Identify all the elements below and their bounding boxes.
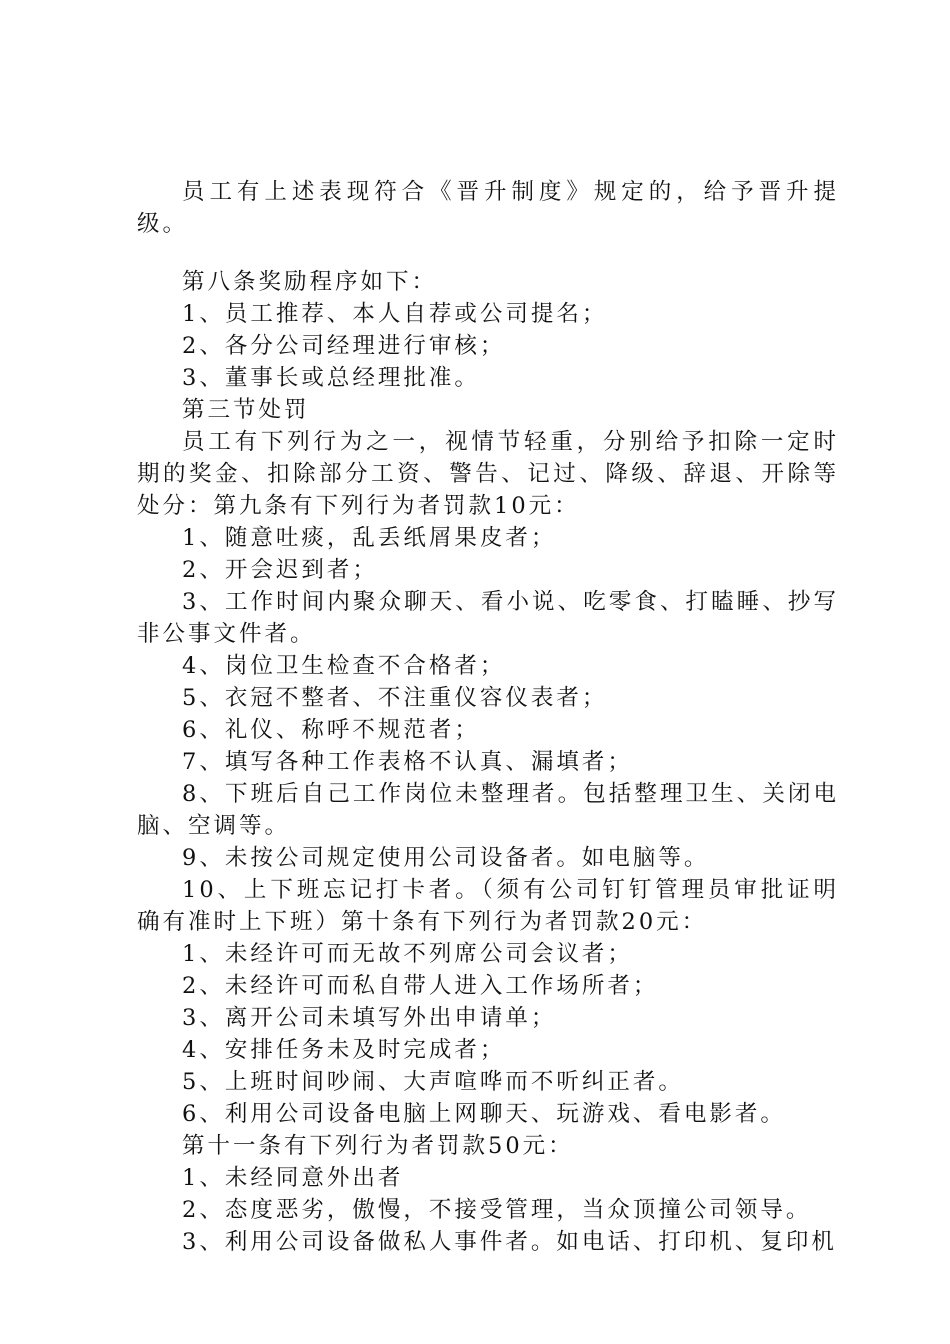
list-item: 6、利用公司设备电脑上网聊天、玩游戏、看电影者。	[182, 1101, 786, 1127]
list-item: 9、未按公司规定使用公司设备者。如电脑等。	[182, 845, 710, 871]
list-item: 2、开会迟到者；	[182, 557, 378, 583]
list-item: 3、利用公司设备做私人事件者。如电话、打印机、复印机	[182, 1229, 837, 1255]
list-item: 5、上班时间吵闹、大声喧哗而不听纠正者。	[182, 1069, 684, 1095]
list-item: 2、未经许可而私自带人进入工作场所者；	[182, 973, 659, 999]
list-item: 1、未经同意外出者	[182, 1165, 404, 1191]
article-11-heading: 第十一条有下列行为者罚款50元：	[182, 1133, 574, 1159]
list-item: 10、上下班忘记打卡者。（须有公司钉钉管理员审批证明确有准时上下班）第十条有下列行为者罚款20元：	[137, 877, 839, 935]
list-item: 4、安排任务未及时完成者；	[182, 1037, 506, 1063]
list-item: 6、礼仪、称呼不规范者；	[182, 717, 480, 743]
paragraph-promotion: 员工有上述表现符合《晋升制度》规定的，给予晋升提级。	[137, 179, 839, 237]
document-body	[137, 176, 839, 1258]
section-3-heading: 第三节处罚	[182, 397, 310, 423]
penalty-intro-paragraph: 员工有下列行为之一，视情节轻重，分别给予扣除一定时期的奖金、扣除部分工资、警告、记过、降级、辞退、开除等处分：第九条有下列行为者罚款10元：	[137, 429, 839, 519]
list-item: 4、岗位卫生检查不合格者；	[182, 653, 506, 679]
list-item: 5、衣冠不整者、不注重仪容仪表者；	[182, 685, 608, 711]
list-item: 2、态度恶劣，傲慢，不接受管理，当众顶撞公司领导。	[182, 1197, 812, 1223]
list-item: 2、各分公司经理进行审核；	[182, 333, 506, 359]
list-item: 7、填写各种工作表格不认真、漏填者；	[182, 749, 633, 775]
list-item: 3、董事长或总经理批准。	[182, 365, 480, 391]
article-8-heading: 第八条奖励程序如下：	[182, 269, 438, 295]
list-item: 3、工作时间内聚众聊天、看小说、吃零食、打瞌睡、抄写非公事文件者。	[137, 589, 839, 647]
list-item: 8、下班后自己工作岗位未整理者。包括整理卫生、关闭电脑、空调等。	[137, 781, 839, 839]
list-item: 3、离开公司未填写外出申请单；	[182, 1005, 557, 1031]
list-item: 1、随意吐痰，乱丢纸屑果皮者；	[182, 525, 557, 551]
list-item: 1、未经许可而无故不列席公司会议者；	[182, 941, 633, 967]
list-item: 1、员工推荐、本人自荐或公司提名；	[182, 301, 608, 327]
